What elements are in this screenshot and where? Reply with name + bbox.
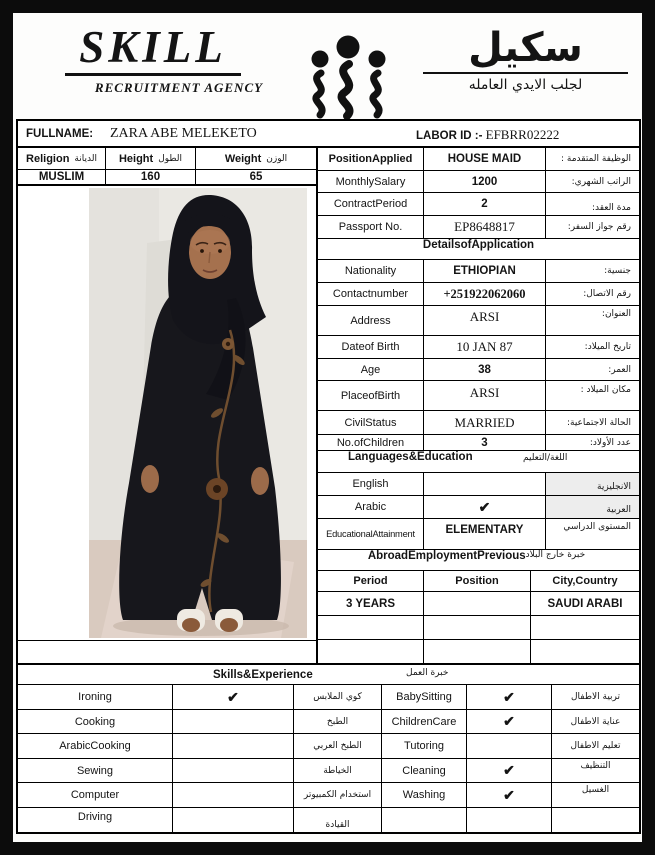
language-row-english xyxy=(318,473,639,496)
section-title-arabic: خبرة العمل xyxy=(406,668,449,678)
checkmark-cell xyxy=(173,783,294,807)
field-label: PositionApplied xyxy=(318,148,424,170)
section-title: Languages&Education xyxy=(348,451,473,463)
section-languages-education xyxy=(318,451,639,473)
skill-label-arabic: عناية الاطفال xyxy=(570,716,621,727)
checkmark-cell xyxy=(467,808,552,832)
people-group-icon xyxy=(302,35,394,119)
skill-label: Computer xyxy=(18,783,173,807)
weight-value: 65 xyxy=(249,171,263,183)
agency-name-arabic: سكيل xyxy=(423,25,628,74)
skill-label-arabic: التنظيف xyxy=(580,761,611,771)
agency-name: SKILL xyxy=(65,25,241,76)
fullname-value: ZARA ABE MELEKETO xyxy=(110,126,257,141)
skill-label: Tutoring xyxy=(382,734,467,758)
field-label: MonthlySalary xyxy=(318,171,424,192)
period-header: Period xyxy=(318,571,424,591)
checkmark-cell xyxy=(173,734,294,758)
position-value xyxy=(424,592,531,615)
skill-row xyxy=(18,734,639,759)
checkmark-cell: ✔ xyxy=(424,496,546,518)
agency-tagline-arabic: لجلب الايدي العامله xyxy=(468,77,583,93)
skill-row xyxy=(18,685,639,710)
field-value: 38 xyxy=(424,359,546,380)
field-row-position xyxy=(318,148,639,171)
weight-label: Weight xyxy=(224,152,262,165)
field-value: 2 xyxy=(424,193,546,215)
height-label-arabic: الطول xyxy=(158,153,183,164)
position-value xyxy=(424,616,531,639)
skill-label: Cleaning xyxy=(382,759,467,782)
biodata-form xyxy=(16,119,641,834)
field-label: CivilStatus xyxy=(318,411,424,434)
field-value: 1200 xyxy=(424,171,546,192)
checkmark-cell: ✔ xyxy=(467,710,552,733)
language-label: Arabic xyxy=(318,496,424,518)
field-row-children xyxy=(318,435,639,451)
checkmark-cell: ✔ xyxy=(467,685,552,709)
field-label-arabic: العنوان: xyxy=(601,309,631,319)
fullname-label: FULLNAME: xyxy=(26,128,94,140)
field-row-dob xyxy=(318,336,639,359)
position-value xyxy=(424,640,531,663)
religion-label-arabic: الديانة xyxy=(74,153,97,164)
field-value: ELEMENTARY xyxy=(424,519,546,549)
field-label: Dateof Birth xyxy=(318,336,424,358)
left-column xyxy=(18,148,318,663)
skill-label: Washing xyxy=(382,783,467,807)
religion-label: Religion xyxy=(26,152,70,165)
height-header xyxy=(106,148,196,169)
field-label: Age xyxy=(318,359,424,380)
labor-id xyxy=(416,127,559,143)
checkmark-cell xyxy=(173,808,294,832)
fullname-row xyxy=(18,121,639,148)
skill-label: Driving xyxy=(18,808,173,832)
applicant-photo xyxy=(89,188,307,638)
field-value: ETHIOPIAN xyxy=(424,260,546,282)
skill-label xyxy=(382,808,467,832)
field-label: No.ofChildren xyxy=(318,435,424,450)
section-details-of-application xyxy=(318,239,639,260)
field-value: MARRIED xyxy=(424,411,546,434)
skill-label: ChildrenCare xyxy=(382,710,467,733)
form-main xyxy=(18,148,639,663)
abroad-header-row xyxy=(318,571,639,592)
skill-row xyxy=(18,783,639,808)
checkmark-cell: ✔ xyxy=(467,759,552,782)
agency-brand-en xyxy=(33,22,273,119)
period-value: 3 YEARS xyxy=(318,592,424,615)
skill-row xyxy=(18,808,639,832)
labor-id-value: EFBRR02222 xyxy=(485,127,560,142)
field-value: ARSI xyxy=(424,306,546,335)
section-skills-experience xyxy=(18,663,639,685)
skill-label: ArabicCooking xyxy=(18,734,173,758)
skill-label-arabic: استخدام الكمبيوتر xyxy=(294,783,382,807)
skill-row xyxy=(18,710,639,734)
field-value: EP8648817 xyxy=(424,216,546,238)
skill-label-arabic: كوي الملابس xyxy=(294,685,382,709)
section-title-arabic: خبرة خارج البلاد xyxy=(525,550,586,560)
checkmark-cell: ✔ xyxy=(467,783,552,807)
skill-label-arabic: تربية الاطفال xyxy=(571,692,621,702)
period-value xyxy=(318,640,424,663)
field-row-age xyxy=(318,359,639,381)
skill-label: Ironing xyxy=(18,685,173,709)
field-row-address xyxy=(318,306,639,336)
section-abroad-employment xyxy=(318,550,639,571)
skill-label-arabic xyxy=(552,808,639,832)
checkmark-cell: ✔ xyxy=(173,685,294,709)
city-country-value: SAUDI ARABI xyxy=(547,597,623,610)
checkmark-cell xyxy=(173,759,294,782)
photo-cell xyxy=(18,186,316,641)
field-label-arabic: عدد الأولاد: xyxy=(589,437,631,448)
field-label: EducationalAttainment xyxy=(318,519,424,549)
field-row-passport xyxy=(318,216,639,239)
language-label: English xyxy=(318,473,424,495)
section-title-arabic: اللغة/التعليم xyxy=(523,453,568,463)
field-row-birthplace xyxy=(318,381,639,411)
field-label-arabic: مكان الميلاد : xyxy=(580,385,631,395)
field-label-arabic: رقم الاتصال: xyxy=(583,289,631,299)
skill-label-arabic: الطبخ xyxy=(294,710,382,733)
weight-label-arabic: الوزن xyxy=(266,153,288,164)
field-row-contract xyxy=(318,193,639,216)
section-title: AbroadEmploymentPrevious xyxy=(367,550,526,562)
height-value: 160 xyxy=(106,170,196,184)
skill-label-arabic: الطبخ العربي xyxy=(294,734,382,758)
agency-header xyxy=(13,13,642,119)
field-label-arabic: الوظيفة المتقدمة : xyxy=(561,154,631,164)
field-value: 3 xyxy=(424,435,546,450)
language-label-arabic: العربية xyxy=(546,496,639,518)
skill-label: Cooking xyxy=(18,710,173,733)
height-label: Height xyxy=(118,152,154,165)
abroad-row xyxy=(318,616,639,640)
city-country-value xyxy=(531,616,639,639)
field-label-arabic: الراتب الشهري: xyxy=(571,176,631,187)
skill-label: Sewing xyxy=(18,759,173,782)
field-row-salary xyxy=(318,171,639,193)
field-label-arabic: المستوى الدراسي xyxy=(563,522,631,532)
field-label: Passport No. xyxy=(318,216,424,238)
field-value: +251922062060 xyxy=(424,283,546,305)
skill-row xyxy=(18,759,639,783)
field-label-arabic: العمر: xyxy=(608,364,631,375)
religion-header xyxy=(18,148,106,169)
field-label: Address xyxy=(318,306,424,335)
agency-brand-ar xyxy=(423,25,628,119)
field-value: HOUSE MAID xyxy=(424,148,546,170)
field-label-arabic: تاريخ الميلاد: xyxy=(584,342,631,352)
field-label-arabic: الحالة الاجتماعية: xyxy=(566,417,631,428)
skill-label: BabySitting xyxy=(382,685,467,709)
agency-tagline: RECRUITMENT AGENCY xyxy=(94,80,264,95)
abroad-row xyxy=(318,640,639,663)
abroad-row xyxy=(318,592,639,616)
field-value: 10 JAN 87 xyxy=(424,336,546,358)
field-row-education xyxy=(318,519,639,550)
labor-id-label: LABOR ID :- xyxy=(416,130,483,142)
field-value: ARSI xyxy=(424,381,546,410)
right-column xyxy=(318,148,639,663)
city-country-value xyxy=(531,640,639,663)
religion-value: MUSLIM xyxy=(18,170,106,184)
field-label-arabic: جنسية: xyxy=(604,266,631,276)
vitals-header-row xyxy=(18,148,316,170)
section-title: DetailsofApplication xyxy=(422,239,535,251)
skill-label-arabic: الغسيل xyxy=(581,785,610,795)
left-empty-strip xyxy=(18,641,316,663)
checkmark-cell xyxy=(173,710,294,733)
field-label: Contactnumber xyxy=(318,283,424,305)
checkmark-cell xyxy=(424,473,546,495)
checkmark-cell xyxy=(467,734,552,758)
field-label-arabic: مدة العقد: xyxy=(591,203,631,213)
vitals-values-row xyxy=(18,170,316,186)
language-row-arabic xyxy=(318,496,639,519)
skill-label-arabic: الخياطة xyxy=(294,759,382,782)
language-label-arabic: الانجليزية xyxy=(546,473,639,495)
field-row-contact xyxy=(318,283,639,306)
field-label: PlaceofBirth xyxy=(318,381,424,410)
skill-label-arabic: القيادة xyxy=(294,808,382,832)
field-label: Nationality xyxy=(318,260,424,282)
field-label: ContractPeriod xyxy=(318,193,424,215)
weight-header xyxy=(196,148,316,169)
agency-logo xyxy=(302,35,394,119)
field-row-nationality xyxy=(318,260,639,283)
period-value xyxy=(318,616,424,639)
position-header: Position xyxy=(424,571,531,591)
city-country-header: City,Country xyxy=(552,575,618,587)
field-row-civilstatus xyxy=(318,411,639,435)
field-label-arabic: رقم جواز السفر: xyxy=(567,222,631,232)
skill-label-arabic: تعليم الاطفال xyxy=(570,741,621,751)
section-title: Skills&Experience xyxy=(213,669,313,681)
